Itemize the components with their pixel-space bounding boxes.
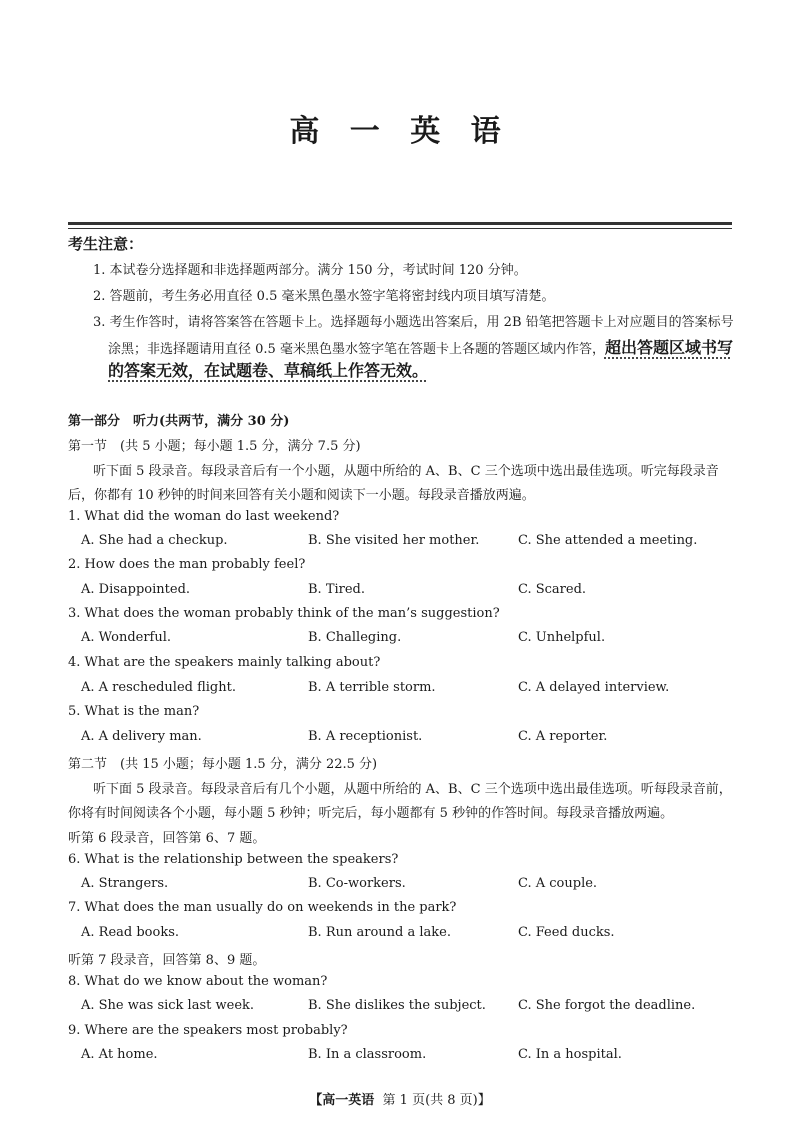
question-9: 9. Where are the speakers most probably? [68, 1023, 348, 1038]
page-title: 高 一 英 语 [289, 114, 511, 149]
q7-option-a: A. Read books. [81, 925, 179, 940]
q3-option-b: B. Challeging. [308, 630, 402, 645]
q5-option-c: C. A reporter. [518, 729, 608, 744]
notice-emphasis-2: 的答案无效，在试题卷、草稿纸上作答无效。 [108, 361, 429, 380]
notice-item-3-emphasis [108, 358, 428, 381]
q6-option-c: C. A couple. [518, 876, 598, 891]
section2-heading: 第二节 (共 15 小题；每小题 1.5 分，满分 22.5 分) [68, 757, 378, 772]
question-3: 3. What does the woman probably think of the man’s suggestion? [68, 606, 500, 621]
q1-option-b: B. She visited her mother. [308, 533, 480, 548]
q9-option-a: A. At home. [81, 1047, 158, 1062]
q4-option-c: C. A delayed interview. [518, 680, 670, 695]
notice-item-3-text: 涂黑；非选择题请用直径 0.5 毫米黑色墨水签字笔在答题卡上各题的答题区域内作答， [108, 342, 605, 357]
question-6: 6. What is the relationship between the speakers? [68, 852, 399, 867]
q1-option-a: A. She had a checkup. [81, 533, 228, 548]
section1-instruction-1: 听下面 5 段录音。每段录音后有一个小题，从题中所给的 A、B、C 三个选项中选出最佳选项。听完每段录音 [93, 464, 719, 479]
question-2: 2. How does the man probably feel? [68, 557, 306, 572]
header-rule-thin [68, 228, 732, 229]
text-7-instruction: 听第 7 段录音，回答第 8、9 题。 [68, 953, 266, 968]
q9-option-b: B. In a classroom. [308, 1047, 427, 1062]
q6-option-b: B. Co-workers. [308, 876, 406, 891]
notice-item-2: 2. 答题前，考生务必用直径 0.5 毫米黑色墨水签字笔将密封线内项目填写清楚。 [93, 289, 555, 304]
part1-heading: 第一部分 听力(共两节，满分 30 分) [68, 414, 290, 429]
q5-option-a: A. A delivery man. [81, 729, 202, 744]
question-7: 7. What does the man usually do on weekends in the park? [68, 900, 457, 915]
q3-option-c: C. Unhelpful. [518, 630, 606, 645]
footer-subject: 【高一英语 [309, 1093, 375, 1108]
q7-option-b: B. Run around a lake. [308, 925, 451, 940]
q2-option-b: B. Tired. [308, 582, 366, 597]
q8-option-b: B. She dislikes the subject. [308, 998, 486, 1013]
question-1: 1. What did the woman do last weekend? [68, 509, 340, 524]
question-4: 4. What are the speakers mainly talking about? [68, 655, 381, 670]
q4-option-a: A. A rescheduled flight. [81, 680, 236, 695]
q8-option-c: C. She forgot the deadline. [518, 998, 696, 1013]
text-6-instruction: 听第 6 段录音，回答第 6、7 题。 [68, 831, 266, 846]
q4-option-b: B. A terrible storm. [308, 680, 436, 695]
page-footer [0, 1089, 800, 1108]
notice-heading: 考生注意： [68, 235, 144, 253]
q3-option-a: A. Wonderful. [81, 630, 172, 645]
section1-instruction-2: 后，你都有 10 秒钟的时间来回答有关小题和阅读下一小题。每段录音播放两遍。 [68, 488, 535, 503]
notice-item-1: 1. 本试卷分选择题和非选择题两部分。满分 150 分，考试时间 120 分钟。 [93, 263, 527, 278]
header-rule [68, 222, 732, 225]
q1-option-c: C. She attended a meeting. [518, 533, 698, 548]
question-5: 5. What is the man? [68, 704, 200, 719]
q9-option-c: C. In a hospital. [518, 1047, 622, 1062]
q8-option-a: A. She was sick last week. [81, 998, 255, 1013]
footer-page-number: 第 1 页(共 8 页)】 [382, 1093, 491, 1108]
section2-instruction-1: 听下面 5 段录音。每段录音后有几个小题，从题中所给的 A、B、C 三个选项中选出最佳选项。听每段录音前， [93, 782, 732, 797]
notice-emphasis-1: 超出答题区域书写 [604, 338, 733, 357]
q2-option-a: A. Disappointed. [81, 582, 191, 597]
section1-heading: 第一节 (共 5 小题；每小题 1.5 分，满分 7.5 分) [68, 439, 361, 454]
section2-instruction-2: 你将有时间阅读各个小题，每小题 5 秒钟；听完后，每小题都有 5 秒钟的作答时间。每段录音播放两遍。 [68, 806, 674, 821]
q5-option-b: B. A receptionist. [308, 729, 423, 744]
q6-option-a: A. Strangers. [81, 876, 169, 891]
notice-item-3: 3. 考生作答时，请将答案答在答题卡上。选择题每小题选出答案后，用 2B 铅笔把答题卡上对应题目的答案标号 [93, 315, 734, 330]
question-8: 8. What do we know about the woman? [68, 974, 328, 989]
notice-item-3-cont [108, 335, 733, 358]
q7-option-c: C. Feed ducks. [518, 925, 615, 940]
q2-option-c: C. Scared. [518, 582, 587, 597]
